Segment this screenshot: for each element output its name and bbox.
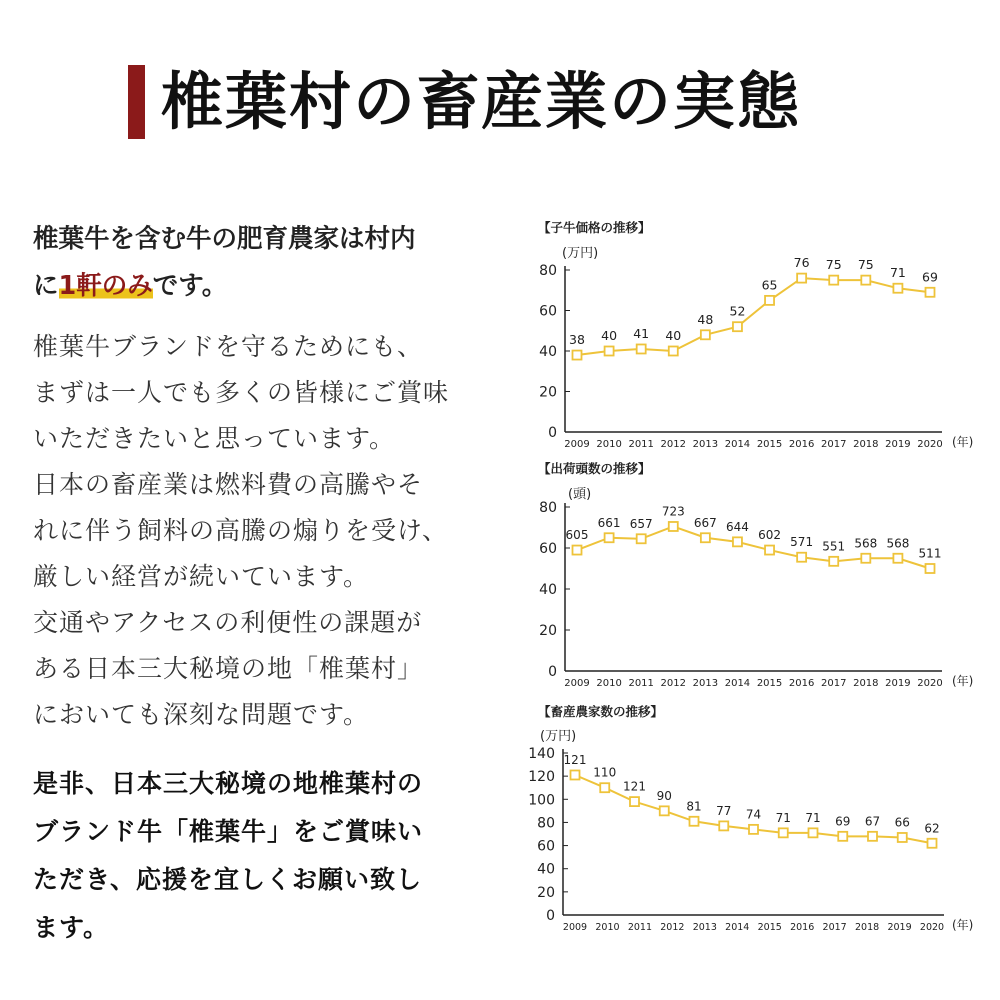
data-point	[765, 296, 774, 305]
data-label: 71	[775, 810, 791, 825]
data-point	[838, 832, 847, 841]
x-tick-label: 2016	[788, 678, 815, 689]
y-tick-label: 100	[528, 792, 555, 809]
x-tick-label: 2012	[660, 678, 686, 689]
data-label: 71	[889, 265, 906, 281]
y-unit-label: (頭)	[568, 487, 592, 502]
y-tick-label: 80	[539, 500, 557, 516]
intro-line-1: 椎葉牛を含む牛の肥育農家は村内	[33, 224, 416, 254]
y-unit-label: (万円)	[540, 729, 577, 744]
data-point	[600, 783, 609, 792]
x-tick-label: 2013	[692, 922, 717, 933]
data-label: 41	[633, 325, 650, 341]
data-label: 48	[697, 311, 714, 327]
intro-line-2-suffix: です。	[152, 271, 228, 301]
calf-price-chart	[520, 210, 1000, 455]
data-label: 40	[601, 328, 618, 343]
data-label: 657	[629, 516, 653, 531]
body-line: においても深刻な問題です。	[33, 700, 370, 729]
x-tick-label: 2011	[628, 439, 654, 450]
data-label: 52	[729, 303, 746, 319]
y-tick-label: 0	[546, 908, 555, 924]
y-tick-label: 40	[539, 582, 557, 598]
data-point	[765, 546, 774, 555]
body-line: 椎葉牛ブランドを守るためにも、	[33, 332, 424, 361]
data-label: 65	[761, 277, 778, 293]
data-label: 121	[623, 779, 646, 794]
chart-title: 【子牛価格の推移】	[538, 220, 651, 235]
data-label: 661	[597, 515, 621, 530]
data-point	[797, 553, 806, 562]
closing-line: ます。	[33, 913, 110, 942]
intro-line-2-prefix: に	[33, 271, 59, 301]
data-label: 40	[665, 328, 682, 343]
data-point	[861, 554, 870, 563]
data-label: 66	[894, 815, 910, 830]
x-tick-label: 2010	[595, 922, 620, 933]
x-tick-label: 2017	[822, 922, 847, 933]
x-tick-label: 2009	[562, 922, 588, 933]
data-point	[630, 797, 639, 806]
closing-line: ただき、応援を宜しくお願い致し	[33, 865, 423, 894]
y-tick-label: 80	[537, 815, 555, 832]
x-tick-label: 2015	[756, 439, 783, 450]
data-label: 76	[793, 255, 810, 271]
x-tick-label: 2019	[885, 678, 911, 689]
x-tick-label: 2018	[853, 439, 879, 450]
data-point	[809, 828, 818, 837]
page-title-block	[128, 62, 801, 142]
x-tick-label: 2016	[790, 922, 815, 933]
data-label: 723	[661, 504, 685, 519]
data-point	[749, 825, 758, 834]
y-tick-label: 20	[539, 623, 557, 639]
x-tick-label: 2019	[887, 922, 912, 933]
data-label: 602	[758, 528, 781, 543]
data-label: 121	[563, 752, 587, 767]
body-paragraph	[33, 324, 449, 738]
chart-title: 【出荷頭数の推移】	[538, 461, 651, 476]
y-tick-label: 80	[539, 263, 557, 279]
title-accent-bar	[128, 65, 145, 139]
y-tick-label: 120	[528, 769, 555, 786]
x-tick-label: 2020	[919, 922, 945, 933]
highlight-text: 1軒のみ	[58, 271, 153, 301]
x-tick-label: 2015	[757, 922, 782, 933]
data-label: 69	[922, 269, 938, 285]
intro-line-2	[33, 263, 416, 310]
data-label: 551	[822, 539, 846, 554]
data-point	[669, 522, 678, 531]
intro-paragraph	[33, 216, 416, 310]
x-tick-label: 2011	[627, 922, 653, 933]
data-label: 75	[825, 257, 842, 273]
x-tick-label: 2019	[885, 439, 911, 450]
data-label: 75	[857, 257, 874, 273]
shipment-count-chart	[520, 455, 1000, 695]
x-tick-label: 2015	[756, 678, 783, 689]
closing-paragraph	[33, 760, 423, 952]
x-unit-label: (年)	[952, 918, 974, 932]
data-point	[898, 833, 907, 842]
y-unit-label: (万円)	[562, 246, 599, 261]
data-point	[893, 284, 902, 293]
x-tick-label: 2009	[564, 678, 590, 689]
data-point	[868, 832, 877, 841]
x-tick-label: 2017	[821, 678, 847, 689]
page-title: 椎葉村の畜産業の実態	[161, 65, 802, 138]
y-tick-label: 60	[537, 838, 555, 855]
data-label: 67	[864, 814, 881, 829]
data-point	[829, 557, 838, 566]
y-tick-label: 0	[548, 664, 557, 680]
x-tick-label: 2010	[596, 439, 622, 450]
body-line: れに伴う飼料の高騰の煽りを受け、	[33, 516, 449, 545]
data-label: 511	[918, 546, 942, 561]
x-tick-label: 2010	[596, 678, 622, 689]
body-line: 交通やアクセスの利便性の課題が	[33, 608, 423, 637]
data-label: 568	[854, 536, 878, 551]
data-point	[926, 564, 935, 573]
data-point	[829, 276, 838, 285]
data-label: 605	[565, 528, 589, 543]
data-label: 81	[686, 799, 702, 814]
data-point	[660, 806, 669, 815]
y-tick-label: 0	[548, 425, 557, 441]
x-tick-label: 2013	[692, 439, 719, 450]
data-point	[861, 276, 870, 285]
data-point	[701, 533, 710, 542]
x-tick-label: 2014	[724, 439, 751, 450]
data-point	[733, 537, 742, 546]
x-tick-label: 2016	[788, 439, 815, 450]
data-label: 110	[593, 765, 617, 780]
data-label: 667	[693, 515, 717, 530]
closing-line: ブランド牛「椎葉牛」をご賞味い	[33, 817, 424, 846]
data-point	[573, 351, 582, 360]
data-point	[733, 322, 742, 331]
data-label: 69	[835, 814, 851, 829]
y-tick-label: 60	[539, 541, 557, 557]
y-tick-label: 140	[528, 746, 555, 762]
x-unit-label: (年)	[952, 435, 974, 449]
data-point	[926, 288, 935, 297]
y-tick-label: 20	[537, 884, 555, 901]
data-point	[797, 274, 806, 283]
data-point	[690, 817, 699, 826]
data-point	[637, 534, 646, 543]
x-unit-label: (年)	[952, 674, 974, 688]
y-tick-label: 60	[539, 303, 557, 320]
data-label: 74	[745, 807, 762, 822]
x-tick-label: 2013	[692, 678, 719, 689]
body-line: ある日本三大秘境の地「椎葉村」	[33, 654, 424, 683]
data-point	[637, 344, 646, 353]
body-line: いただきたいと思っています。	[33, 424, 396, 453]
closing-line: 是非、日本三大秘境の地椎葉村の	[33, 769, 424, 798]
data-point	[571, 770, 580, 779]
x-tick-label: 2020	[917, 439, 943, 450]
body-line: まずは一人でも多くの皆様にご賞味	[33, 378, 450, 407]
x-tick-label: 2017	[821, 439, 847, 450]
data-point	[701, 330, 710, 339]
data-point	[573, 546, 582, 555]
x-tick-label: 2014	[724, 678, 751, 689]
x-tick-label: 2014	[725, 922, 750, 933]
data-point	[779, 828, 788, 837]
x-tick-label: 2009	[564, 439, 590, 450]
body-line: 日本の畜産業は燃料費の高騰やそ	[33, 470, 424, 499]
livestock-farms-chart	[520, 695, 1000, 945]
x-tick-label: 2011	[628, 678, 654, 689]
chart-title: 【畜産農家数の推移】	[538, 704, 664, 719]
data-point	[928, 839, 937, 848]
data-label: 568	[886, 536, 910, 551]
data-label: 71	[805, 810, 821, 825]
x-tick-label: 2020	[917, 678, 943, 689]
data-point	[605, 533, 614, 542]
y-tick-label: 40	[539, 344, 557, 360]
data-point	[719, 821, 728, 830]
y-tick-label: 40	[537, 861, 555, 878]
body-line: 厳しい経営が続いています。	[33, 562, 370, 591]
data-label: 77	[716, 803, 732, 818]
y-tick-label: 20	[539, 384, 557, 401]
data-label: 571	[790, 535, 814, 550]
x-tick-label: 2018	[853, 678, 879, 689]
data-label: 62	[924, 821, 940, 836]
data-label: 38	[569, 332, 585, 348]
x-tick-label: 2018	[854, 922, 880, 933]
series-line	[577, 278, 930, 355]
data-label: 90	[656, 788, 672, 803]
x-tick-label: 2012	[660, 439, 686, 450]
data-label: 644	[726, 519, 749, 534]
data-point	[605, 347, 614, 356]
data-point	[669, 347, 678, 356]
x-tick-label: 2012	[660, 922, 685, 933]
data-point	[893, 554, 902, 563]
